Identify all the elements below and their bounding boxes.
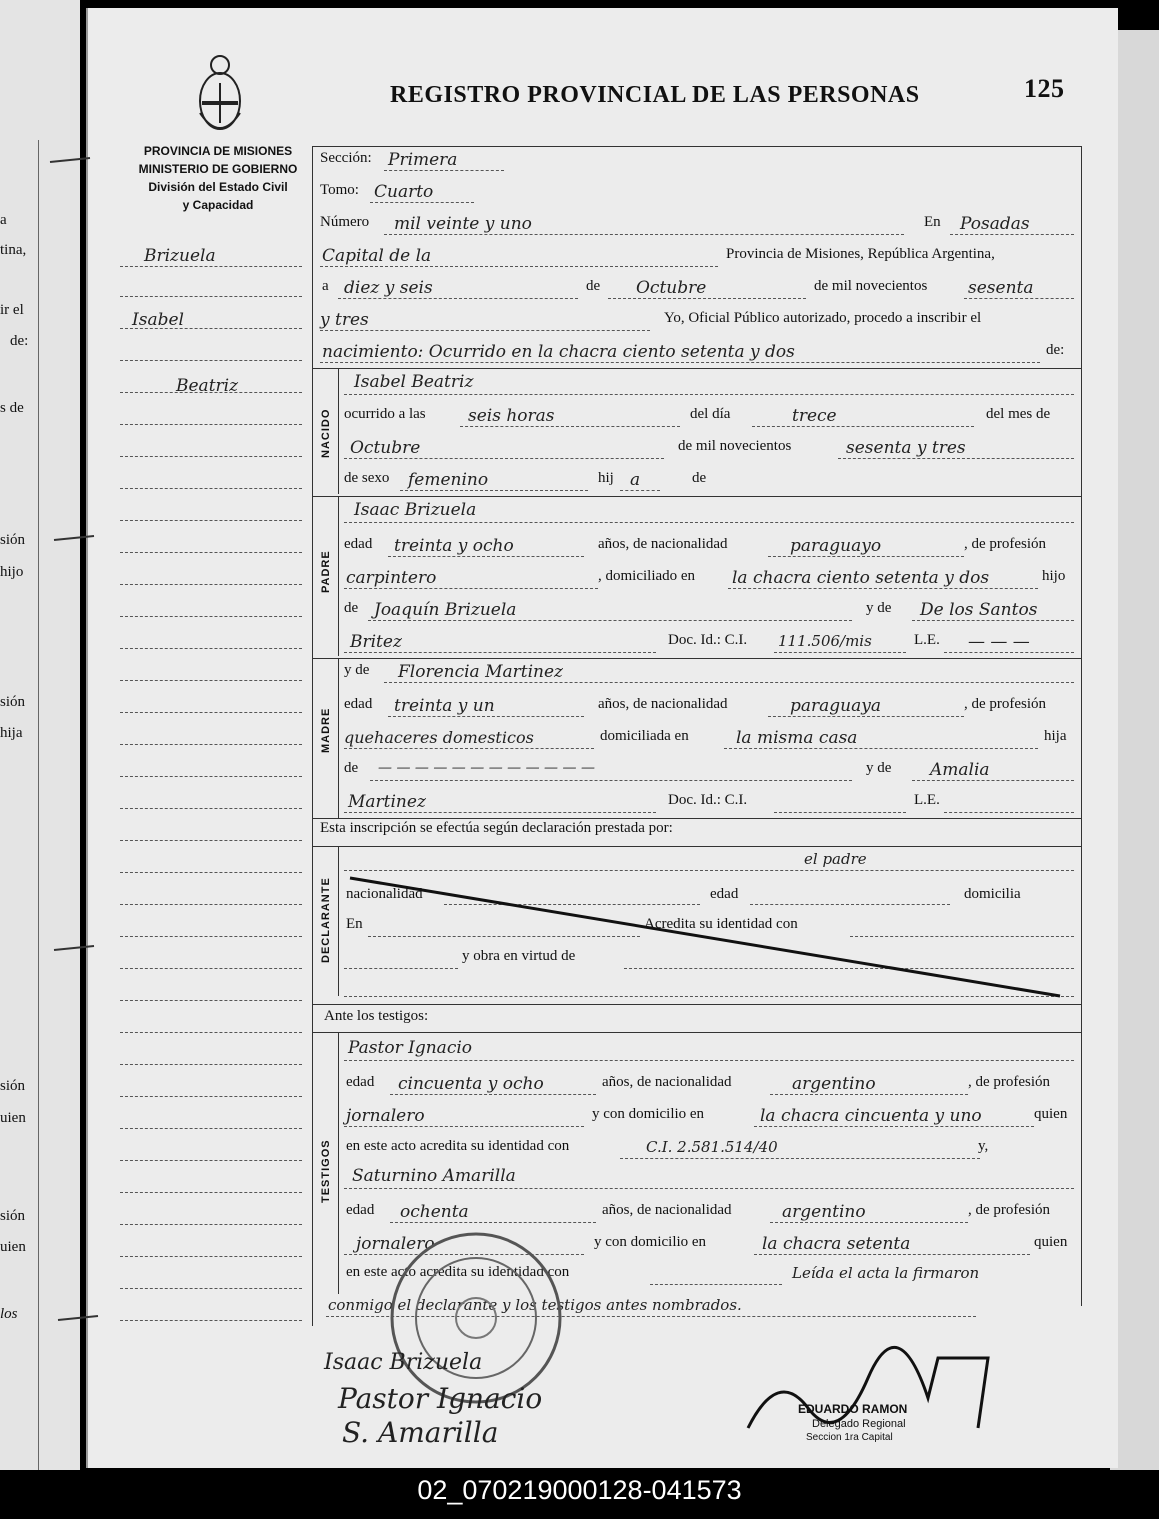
prev-text: de: (10, 333, 29, 349)
padre-domicilio: la chacra ciento setenta y dos (732, 568, 990, 588)
label: Doc. Id.: C.I. (668, 792, 748, 808)
office-line: MINISTERIO DE GOBIERNO (138, 162, 298, 176)
label: años, de nacionalidad (602, 1202, 732, 1218)
padre-edad: treinta y ocho (394, 536, 514, 556)
madre-profesion: quehaceres domesticos (344, 728, 534, 747)
prev-margin-line (38, 140, 39, 1470)
label: En (346, 916, 363, 932)
madre-edad: treinta y un (394, 696, 495, 716)
form-right-border (1081, 146, 1082, 1306)
label: años, de nacionalidad (602, 1074, 732, 1090)
official-stamp-role: Delegado Regional (812, 1418, 906, 1430)
hij-value: a (630, 470, 641, 490)
form-left-border (312, 146, 313, 1326)
dia-value: diez y seis (344, 278, 433, 298)
label: L.E. (914, 792, 940, 808)
label: de sexo (344, 470, 390, 486)
label: años, de nacionalidad (598, 536, 728, 552)
binding-marks (40, 140, 100, 1340)
prev-text: tina, (0, 242, 27, 258)
section-label-madre: MADRE (320, 707, 332, 753)
padre-madre-apellido: Britez (350, 632, 402, 652)
sexo-value: femenino (408, 470, 489, 490)
prev-text: uien (0, 1239, 26, 1255)
testigo1-nacionalidad: argentino (792, 1074, 876, 1094)
madre-nombre: Florencia Martinez (398, 662, 564, 682)
declarante-value: el padre (804, 850, 867, 868)
label: de (692, 470, 707, 486)
testigo2-domicilio: la chacra setenta (762, 1234, 911, 1254)
testigo1-nombre: Pastor Ignacio (348, 1038, 473, 1058)
label: Esta inscripción se efectúa según declaración prestada por: (320, 820, 673, 836)
signature-amarilla: S. Amarilla (342, 1416, 499, 1449)
testigo1-ci: C.I. 2.581.514/40 (646, 1138, 778, 1156)
form-top-border (312, 146, 1082, 147)
testigo2-nacionalidad: argentino (782, 1202, 866, 1222)
label: domiciliada en (600, 728, 689, 744)
numero-value: mil veinte y uno (394, 214, 532, 234)
label: y, (978, 1138, 989, 1154)
label: Provincia de Misiones, República Argentina, (726, 246, 995, 262)
label: Acredita su identidad con (644, 916, 798, 932)
label: , de profesión (964, 536, 1047, 552)
padre-le: — — — (968, 632, 1030, 652)
label: edad (346, 1202, 375, 1218)
official-stamp-sub: Seccion 1ra Capital (806, 1432, 893, 1443)
label: Doc. Id.: C.I. (668, 632, 748, 648)
margin-name: Beatriz (176, 376, 239, 396)
prev-text: sión (0, 1078, 26, 1094)
padre-madre: De los Santos (920, 600, 1038, 620)
office-heading (118, 142, 318, 214)
label: y con domicilio en (594, 1234, 707, 1250)
prev-text: sión (0, 532, 26, 548)
en-value: Posadas (960, 214, 1030, 234)
label: edad (344, 696, 373, 712)
tomo-value: Cuarto (374, 182, 434, 202)
prev-text: hija (0, 725, 23, 741)
label: en este acto acredita su identidad con (346, 1264, 570, 1280)
margin-surname: Brizuela (144, 246, 216, 266)
office-line: División del Estado Civil (148, 180, 288, 194)
section-label-padre: PADRE (320, 550, 332, 593)
label: Ante los testigos: (324, 1008, 429, 1024)
label: y obra en virtud de (462, 948, 576, 964)
padre-nombre: Isaac Brizuela (354, 500, 477, 520)
anio2-value: y tres (320, 310, 369, 330)
testigo2-edad: ochenta (400, 1202, 469, 1222)
madre-madre: Amalia (930, 760, 990, 780)
hora-value: seis horas (468, 406, 555, 426)
label: del día (690, 406, 731, 422)
label: edad (346, 1074, 375, 1090)
cancel-line (340, 874, 1064, 1000)
seccion-value: Primera (388, 150, 458, 170)
margin-index (120, 238, 302, 1438)
testigo1-profesion: jornalero (346, 1106, 425, 1126)
label: Número (320, 214, 370, 230)
nombre-value: Isabel Beatriz (354, 372, 474, 392)
prev-text: hijo (0, 564, 24, 580)
padre-nacionalidad: paraguayo (790, 536, 882, 556)
prev-text: los (0, 1306, 18, 1322)
page-number: 125 (1024, 74, 1065, 103)
label: Yo, Oficial Público autorizado, procedo a inscribir el (664, 310, 982, 326)
label: En (924, 214, 941, 230)
signature-pastor: Pastor Ignacio (338, 1382, 543, 1415)
madre-nacionalidad: paraguaya (790, 696, 881, 716)
cierre-line1: Leída el acta la firmaron (792, 1264, 980, 1282)
label: y con domicilio en (592, 1106, 705, 1122)
label: de mil novecientos (814, 278, 928, 294)
office-line: y Capacidad (182, 198, 254, 212)
label: quien (1034, 1234, 1068, 1250)
prev-text: a (0, 212, 7, 228)
coat-of-arms-icon (192, 53, 248, 139)
label: de (344, 600, 359, 616)
label: , de profesión (968, 1074, 1051, 1090)
mes-nac-value: Octubre (350, 438, 421, 458)
official-seal (388, 1230, 564, 1406)
prev-text: ir el (0, 302, 24, 318)
label: L.E. (914, 632, 940, 648)
madre-domicilio: la misma casa (736, 728, 858, 748)
mes-value: Octubre (636, 278, 707, 298)
cierre-line2: conmigo el declarante y los testigos antes nombrados. (328, 1296, 742, 1314)
label: , de profesión (964, 696, 1047, 712)
section-label-testigos: TESTIGOS (320, 1139, 332, 1203)
label: domicilia (964, 886, 1021, 902)
padre-padre: Joaquín Brizuela (374, 600, 517, 620)
office-line: PROVINCIA DE MISIONES (143, 144, 293, 158)
margin-name: Isabel (132, 310, 184, 330)
label: edad (710, 886, 739, 902)
padre-profesion: carpintero (346, 568, 437, 588)
label: y de (866, 760, 892, 776)
label: Sección: (320, 150, 372, 166)
label: del mes de (986, 406, 1051, 422)
testigo1-domicilio: la chacra cincuenta y uno (760, 1106, 982, 1126)
label: hija (1044, 728, 1067, 744)
section-label-declarante: DECLARANTE (320, 877, 332, 963)
madre-madre-apellido: Martinez (348, 792, 426, 812)
testigo2-nombre: Saturnino Amarilla (352, 1166, 516, 1186)
section-label-nacido: NACIDO (320, 408, 332, 458)
testigo1-edad: cincuenta y ocho (398, 1074, 544, 1094)
label: en este acto acredita su identidad con (346, 1138, 570, 1154)
label: a (322, 278, 329, 294)
label: de mil novecientos (678, 438, 792, 454)
dia-nac-value: trece (792, 406, 837, 426)
label: de (586, 278, 601, 294)
label: , de profesión (968, 1202, 1051, 1218)
anio-value: sesenta (968, 278, 1034, 298)
prev-text: uien (0, 1110, 26, 1126)
footer-code: 02_070219000128-041573 (0, 1470, 1159, 1519)
prev-text: s de (0, 400, 24, 416)
anio-nac-value: sesenta y tres (846, 438, 966, 458)
page-title: REGISTRO PROVINCIAL DE LAS PERSONAS (390, 82, 920, 108)
official-stamp-name: EDUARDO RAMON (798, 1402, 908, 1416)
label: quien (1034, 1106, 1068, 1122)
signature-isaac: Isaac Brizuela (324, 1350, 483, 1375)
label: de (344, 760, 359, 776)
label: Tomo: (320, 182, 359, 198)
prev-text: sión (0, 694, 26, 710)
label: , domiciliado en (598, 568, 696, 584)
capital-value: Capital de la (322, 246, 432, 266)
testigo2-profesion: jornalero (356, 1234, 435, 1254)
label: edad (344, 536, 373, 552)
madre-padre: — — — — — — — — — — — — (378, 760, 595, 776)
label: hij (598, 470, 614, 486)
label: ocurrido a las (344, 406, 426, 422)
prev-text: sión (0, 1208, 26, 1224)
label: y de (866, 600, 892, 616)
register-page (86, 8, 1118, 1468)
padre-ci: 111.506/mis (778, 632, 872, 650)
label: nacionalidad (346, 886, 423, 902)
label: y de (344, 662, 370, 678)
tipo-value: nacimiento: Ocurrido en la chacra ciento setenta y dos (322, 342, 795, 362)
label: años, de nacionalidad (598, 696, 728, 712)
label: de: (1046, 342, 1065, 358)
label: hijo (1042, 568, 1066, 584)
